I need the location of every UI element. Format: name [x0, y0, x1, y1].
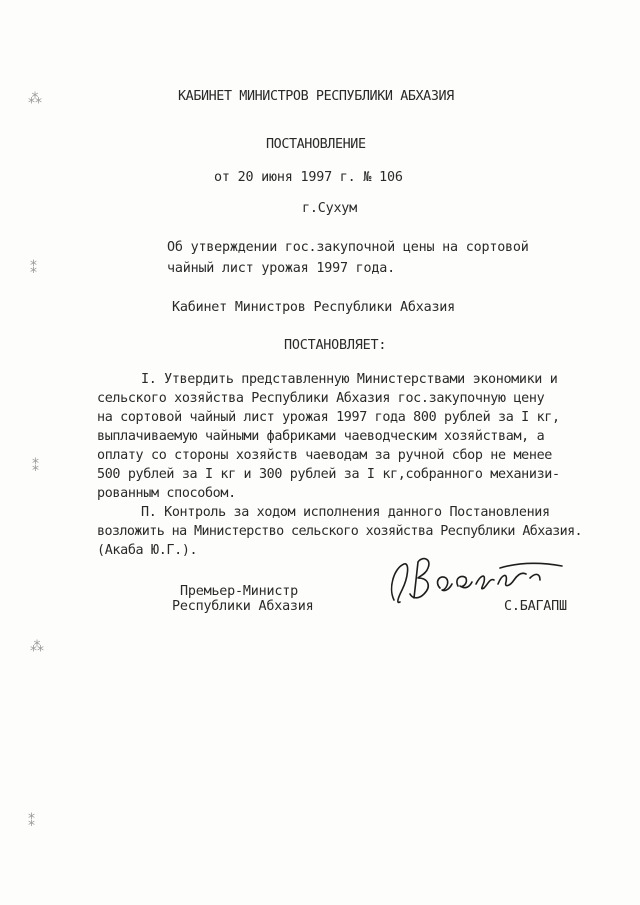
body-line: возложить на Министерство сельского хозяйства Республики Абхазия.: [97, 524, 583, 539]
subject-line: Об утверждении гос.закупочной цены на сортовой: [167, 240, 529, 255]
body-line: (Акаба Ю.Г.).: [97, 543, 198, 558]
body-line: на сортовой чайный лист урожая 1997 года 800 рублей за I кг,: [97, 410, 560, 425]
margin-speck: ⁑: [32, 459, 39, 475]
subject-line: чайный лист урожая 1997 года.: [167, 261, 395, 276]
document-type: ПОСТАНОВЛЕНИЕ: [266, 137, 366, 152]
margin-speck: ⁑: [30, 261, 37, 277]
document-date-number: от 20 июня 1997 г. № 106: [214, 170, 403, 185]
body-line: 500 рублей за I кг и 300 рублей за I кг,собранного механизи-: [97, 467, 560, 482]
margin-speck: ⁂: [30, 639, 44, 655]
signatory-name: С.БАГАПШ: [504, 599, 567, 614]
signatory-title: Премьер-Министр: [180, 584, 298, 599]
margin-speck: ⁑: [28, 814, 35, 830]
body-line: сельского хозяйства Республики Абхазия гос.закупочную цену: [97, 391, 545, 406]
body-line: I. Утвердить представленную Министерствами экономики и: [141, 372, 558, 387]
body-line: П. Контроль за ходом исполнения данного Постановления: [141, 505, 550, 520]
margin-speck: ⁂: [28, 91, 42, 107]
decides-line: ПОСТАНОВЛЯЕТ:: [284, 338, 387, 353]
issuer-line: Кабинет Министров Республики Абхазия: [172, 300, 456, 315]
signatory-title: Республики Абхазия: [172, 599, 314, 614]
document-city: г.Сухум: [302, 201, 358, 216]
body-line: рованным способом.: [97, 486, 236, 501]
authority-heading: КАБИНЕТ МИНИСТРОВ РЕСПУБЛИКИ АБХАЗИЯ: [178, 89, 454, 104]
body-line: выплачиваемую чайными фабриками чаеводческим хозяйствам, а: [97, 429, 545, 444]
body-line: оплату со стороны хозяйств чаеводам за ручной сбор не менее: [97, 448, 552, 463]
